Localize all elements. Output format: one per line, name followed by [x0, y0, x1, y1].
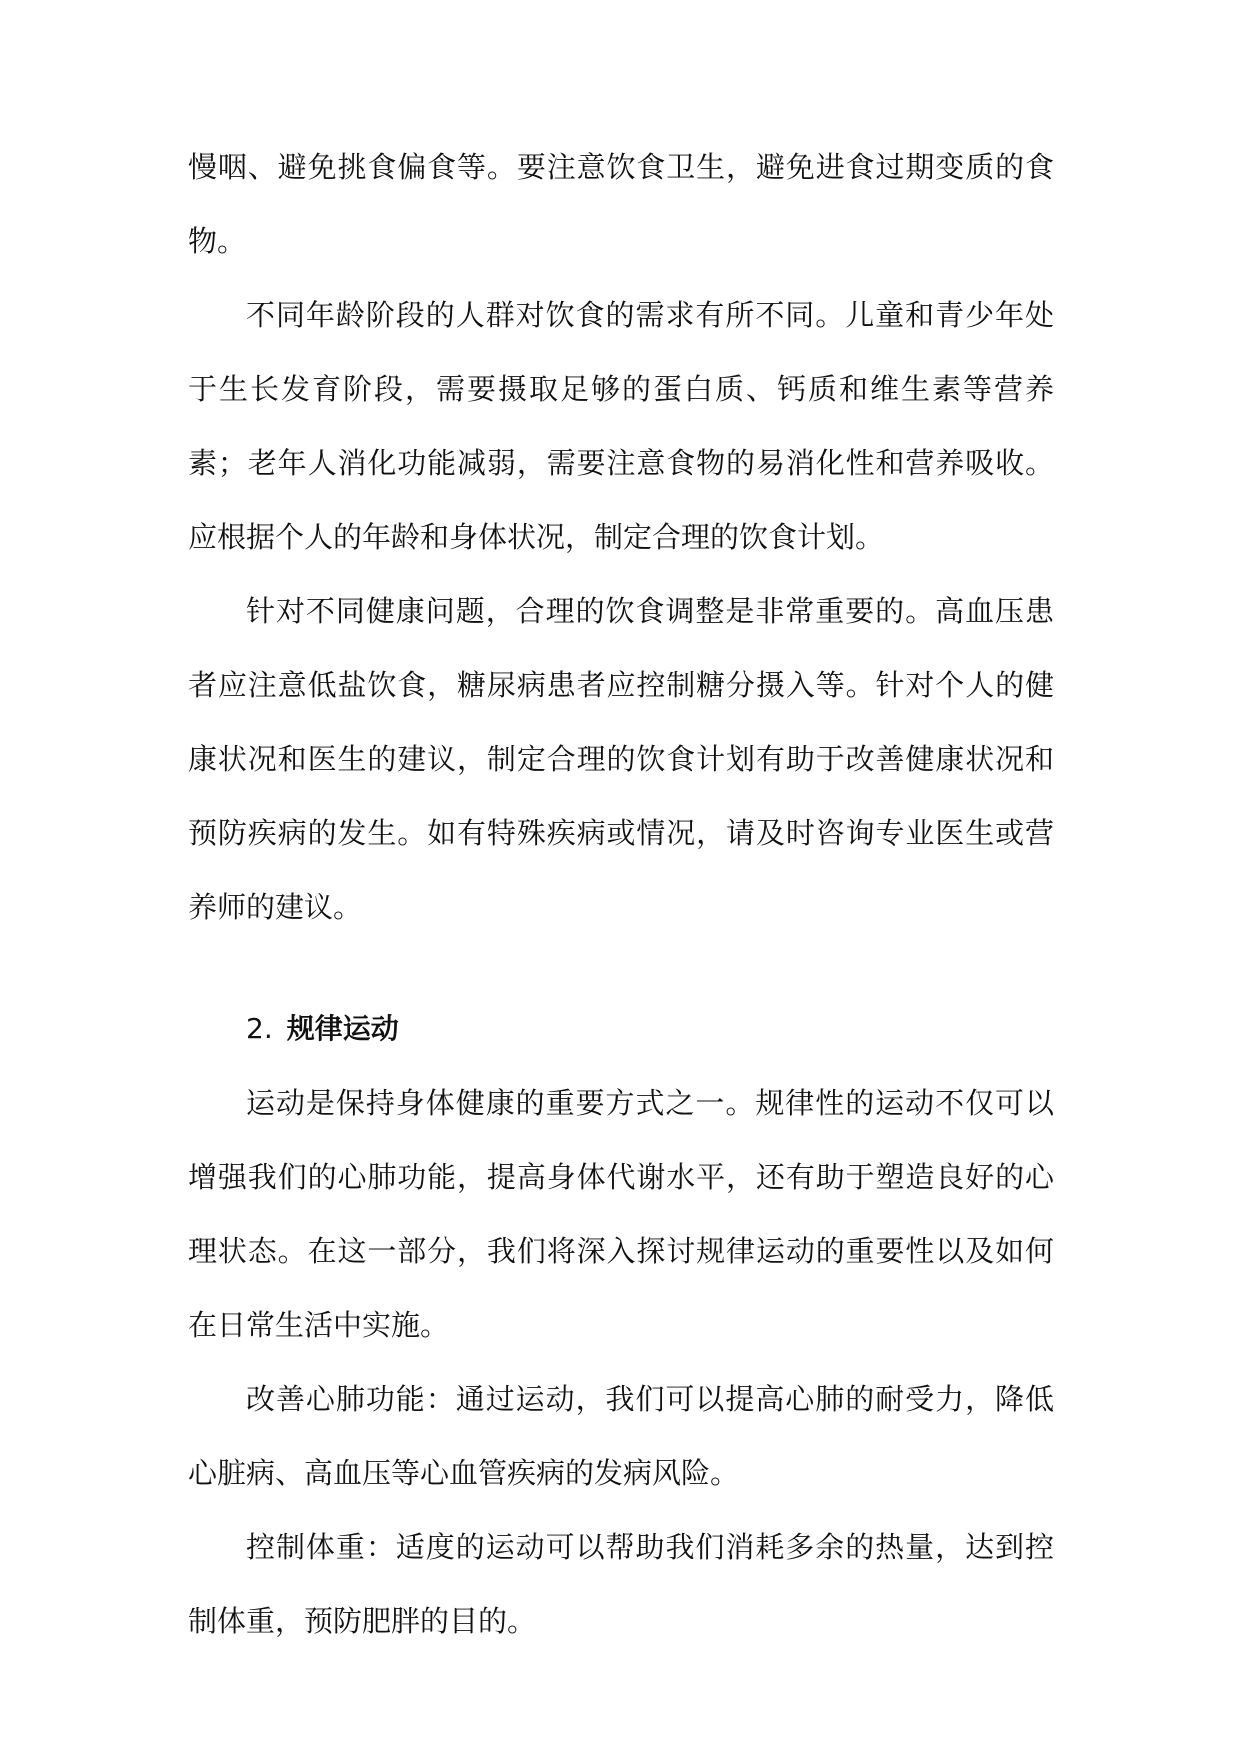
section-number: 2.	[246, 1012, 273, 1045]
paragraph-cardio: 改善心肺功能：通过运动，我们可以提高心肺的耐受力，降低心脏病、高血压等心血管疾病的发病风险。	[188, 1382, 1054, 1490]
paragraph-continued: 慢咽、避免挑食偏食等。要注意饮食卫生，避免进食过期变质的食物。	[188, 150, 1054, 258]
paragraph-exercise-intro: 运动是保持身体健康的重要方式之一。规律性的运动不仅可以增强我们的心肺功能，提高身体代谢水平，还有助于塑造良好的心理状态。在这一部分，我们将深入探讨规律运动的重要性以及如何在日常生活中实施。	[188, 1086, 1054, 1342]
paragraph-health-issues: 针对不同健康问题，合理的饮食调整是非常重要的。高血压患者应注意低盐饮食，糖尿病患者应控制糖分摄入等。针对个人的健康状况和医生的建议，制定合理的饮食计划有助于改善健康状况和预防疾病的发生。如有特殊疾病或情况，请及时咨询专业医生或营养师的建议。	[188, 594, 1054, 924]
section-title: 规律运动	[286, 1012, 399, 1045]
paragraph-weight: 控制体重：适度的运动可以帮助我们消耗多余的热量，达到控制体重，预防肥胖的目的。	[188, 1530, 1054, 1638]
paragraph-age-groups: 不同年龄阶段的人群对饮食的需求有所不同。儿童和青少年处于生长发育阶段，需要摄取足够的蛋白质、钙质和维生素等营养素；老年人消化功能减弱，需要注意食物的易消化性和营养吸收。应根据个人的年龄和身体状况，制定合理的饮食计划。	[188, 298, 1054, 554]
document-page	[188, 130, 1054, 1658]
section-heading	[188, 992, 1054, 1066]
